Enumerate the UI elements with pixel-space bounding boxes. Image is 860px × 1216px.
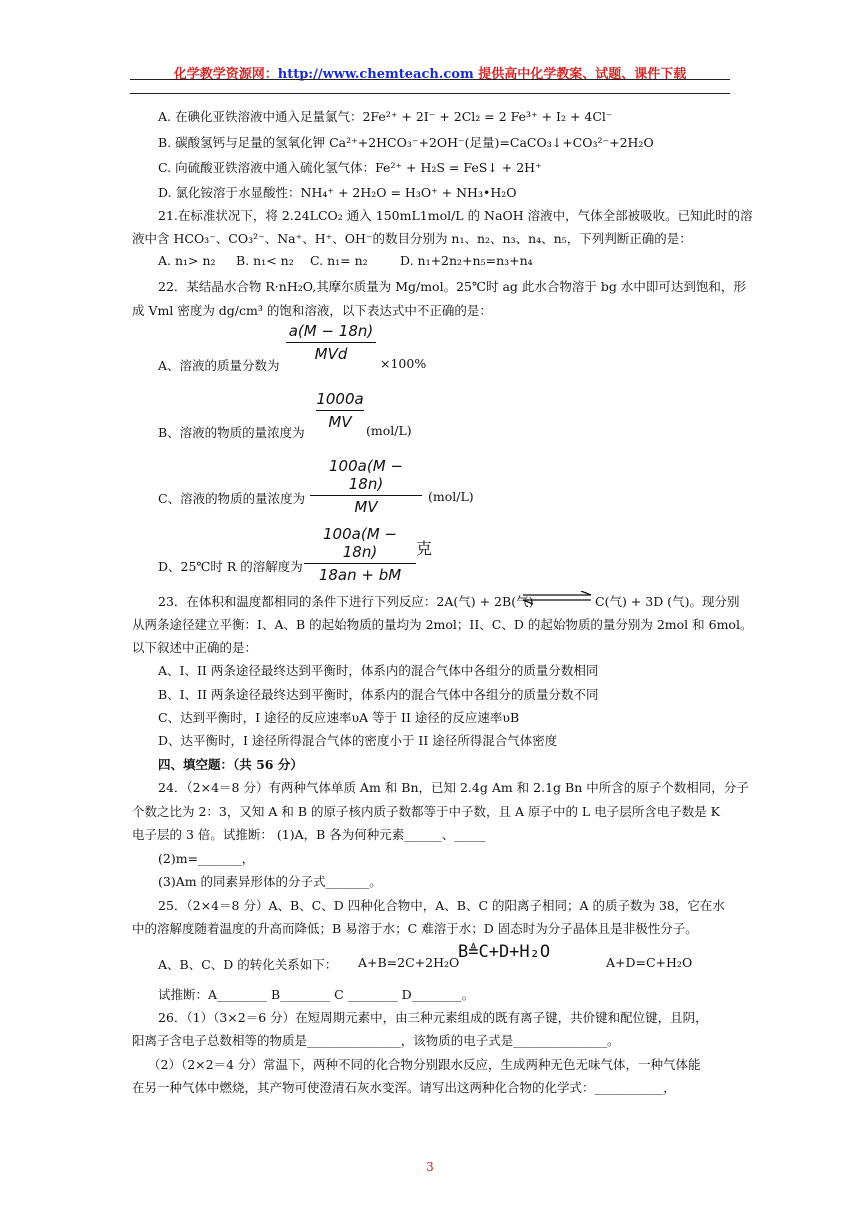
formula-a	[286, 322, 376, 363]
q23-line-1b: C(气) + 3D (气)。现分别	[595, 594, 740, 609]
header-rule	[130, 79, 730, 80]
formula-a-numerator: a(M − 18n)	[288, 322, 374, 340]
formula-a-denominator: MVd	[314, 345, 348, 363]
q21-line-2: 液中含 HCO₃⁻、CO₃²⁻、Na⁺、H⁺、OH⁻的数目分别为 n₁、n₂、n₃、n₄、n₅，下列判断正确的是：	[132, 231, 692, 246]
header-rule-2	[130, 93, 730, 94]
option-a: A. 在碘化亚铁溶液中通入足量氯气：2Fe²⁺ + 2I⁻ + 2Cl₂ = 2 Fe³⁺ + I₂ + 4Cl⁻	[158, 109, 613, 124]
q22-option-b: B、溶液的物质的量浓度为	[158, 425, 305, 440]
q25-reaction-3: A+D=C+H₂O	[606, 955, 693, 970]
formula-d-numerator: 100a(M − 18n)	[323, 525, 397, 561]
option-d: D. 氯化铵溶于水显酸性：NH₄⁺ + 2H₂O = H₃O⁺ + NH₃•H₂O	[158, 185, 517, 200]
formula-c	[310, 457, 422, 516]
q23-option-b: B、I、II 两条途径最终达到平衡时，体系内的混合气体中各组分的质量分数不同	[158, 687, 599, 702]
q24-line-5: (3)Am 的同素异形体的分子式_______。	[158, 874, 382, 889]
q23-option-d: D、达平衡时，I 途径所得混合气体的密度小于 II 途径所得混合气体密度	[158, 733, 558, 748]
q23-line-3: 以下叙述中正确的是：	[132, 640, 258, 655]
q21-option-b: B. n₁< n₂	[236, 253, 294, 268]
q21-option-d: D. n₁+2n₂+n₅=n₃+n₄	[400, 253, 533, 268]
option-b: B. 碳酸氢钙与足量的氢氧化钾 Ca²⁺+2HCO₃⁻+2OH⁻(足量)=CaCO₃↓+CO₃²⁻+2H₂O	[158, 135, 654, 150]
formula-d	[304, 525, 416, 584]
q25-line-2: 中的溶解度随着温度的升高而降低；B 易溶于水；C 难溶于水；D 固态时为分子晶体且是非极性分子。	[132, 921, 698, 936]
header-prefix: 化学教学资源网：	[173, 67, 278, 82]
q22-option-a-tail: ×100%	[380, 356, 427, 371]
q24-line-3: 电子层的 3 倍。试推断： (1)A，B 各为何种元素______、_____	[132, 827, 486, 842]
formula-c-denominator: MV	[354, 498, 378, 516]
q24-line-1: 24．（2×4＝8 分）有两种气体单质 Am 和 Bn，已知 2.4g Am 和 2.1g Bn 中所含的原子个数相同，分子	[158, 780, 749, 795]
fraction-bar	[316, 410, 364, 411]
q22-option-d-tail: 克	[416, 539, 433, 558]
header-link[interactable]: http://www.chemteach.com	[277, 67, 474, 82]
q23-line-1a: 23．在体积和温度都相同的条件下进行下列反应：2A(气) + 2B(气)	[158, 594, 534, 609]
q21-option-c: C. n₁= n₂	[310, 253, 368, 268]
q21-option-a: A. n₁> n₂	[158, 253, 216, 268]
q26-line-4: 在另一种气体中燃烧，其产物可使澄清石灰水变浑。请写出这两种化合物的化学式：___________，	[132, 1080, 676, 1095]
formula-b-denominator: MV	[328, 413, 352, 431]
q22-line-1: 22．某结晶水合物 R·nH₂O,其摩尔质量为 Mg/mol。25℃时 ag 此水合物溶于 bg 水中即可达到饱和，形	[158, 279, 746, 294]
q25-reaction-2: B≜C+D+H₂O	[458, 942, 551, 962]
header-suffix: 提供高中化学教案、试题、课件下载	[473, 67, 687, 82]
q22-line-2: 成 Vml 密度为 dg/cm³ 的饱和溶液，以下表达式中不正确的是：	[132, 303, 492, 318]
q22-option-d: D、25℃时 R 的溶解度为	[158, 559, 303, 574]
q26-line-2: 阳离子含电子总数相等的物质是_______________，该物质的电子式是_______________。	[132, 1033, 620, 1048]
q22-option-c: C、溶液的物质的量浓度为	[158, 491, 306, 506]
q24-line-4: (2)m=_______，	[158, 851, 255, 866]
formula-c-numerator: 100a(M − 18n)	[329, 457, 403, 493]
q21-line-1: 21.在标准状况下，将 2.24LCO₂ 通入 150mL1mol/L 的 NaOH 溶液中，气体全部被吸收。已知此时的溶	[158, 208, 753, 223]
q23-line-2: 从两条途径建立平衡：I、A、B 的起始物质的量均为 2mol；II、C、D 的起始物质的量分别为 2mol 和 6mol。	[132, 617, 753, 632]
page-number: 3	[426, 1160, 434, 1174]
fraction-bar	[310, 495, 422, 496]
q25-line-1: 25．（2×4＝8 分）A、B、C、D 四种化合物中，A、B、C 的阳离子相同；A 的质子数为 38，它在水	[158, 898, 725, 913]
section-4-title: 四、填空题：（共 56 分）	[158, 757, 303, 772]
q24-line-2: 个数之比为 2：3，又知 A 和 B 的原子核内质子数都等于中子数，且 A 原子中的 L 电子层所含电子数是 K	[132, 804, 721, 819]
q22-option-b-tail: (mol/L)	[366, 423, 412, 438]
q22-option-a: A、溶液的质量分数为	[158, 358, 280, 373]
equilibrium-arrow-icon	[519, 591, 595, 605]
formula-b-numerator: 1000a	[316, 390, 364, 408]
fraction-bar	[286, 342, 376, 343]
q25-reaction-1: A+B=2C+2H₂O	[358, 955, 460, 970]
fraction-bar	[304, 563, 416, 564]
formula-d-denominator: 18an + bM	[318, 566, 402, 584]
q22-option-c-tail: (mol/L)	[428, 489, 474, 504]
q25-line-3: A、B、C、D 的转化关系如下：	[158, 957, 338, 972]
q23-option-a: A、I、II 两条途径最终达到平衡时，体系内的混合气体中各组分的质量分数相同	[158, 663, 599, 678]
q23-option-c: C、达到平衡时，I 途径的反应速率υA 等于 II 途径的反应速率υB	[158, 710, 520, 725]
q25-line-4: 试推断：A________ B________ C ________ D________。	[158, 987, 475, 1002]
formula-b	[316, 390, 364, 431]
option-c: C. 向硫酸亚铁溶液中通入硫化氢气体：Fe²⁺ + H₂S = FeS↓ + 2H⁺	[158, 160, 542, 175]
q26-line-3: （2）（2×2＝4 分）常温下，两种不同的化合物分别跟水反应，生成两种无色无味气体，一种气体能	[148, 1057, 701, 1072]
q26-line-1: 26．（1）（3×2＝6 分）在短周期元素中，由三种元素组成的既有离子键，共价键和配位键，且阴，	[158, 1010, 708, 1025]
